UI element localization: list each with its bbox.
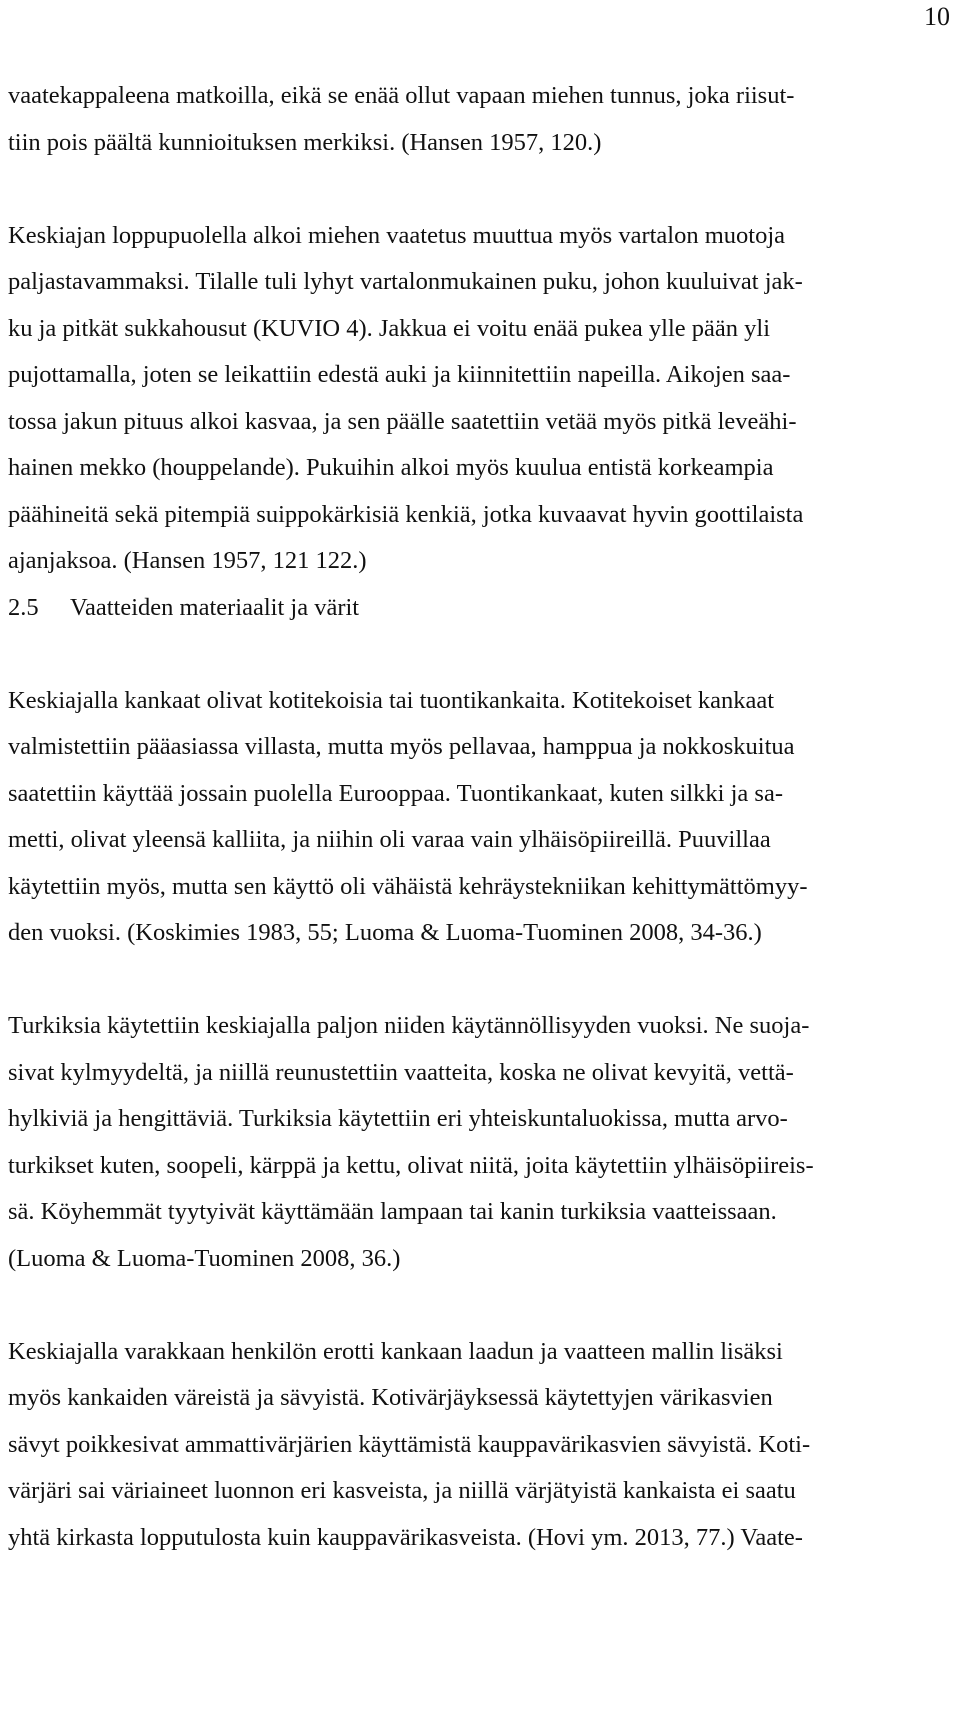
text-line: käytettiin myös, mutta sen käyttö oli vähäistä kehräystekniikan kehittymättömyy- [8,872,808,900]
text-line: den vuoksi. (Koskimies 1983, 55; Luoma & Luoma-Tuominen 2008, 34-36.) [8,919,762,946]
document-body [8,73,946,1561]
text-line: pujottamalla, joten se leikattiin edestä auki ja kiinnitettiin napeilla. Aikojen saa- [8,361,791,388]
text-line: Keskiajan loppupuolella alkoi miehen vaatetus muuttua myös vartalon muotoja [8,221,786,249]
text-line: hainen mekko (houppelande). Pukuihin alkoi myös kuulua entistä korkeampia [8,454,774,481]
text-line: valmistettiin pääasiassa villasta, mutta myös pellavaa, hamppua ja nokkoskuitua [8,733,795,760]
text-line: metti, olivat yleensä kalliita, ja niihin oli varaa vain ylhäisöpiireillä. Puuvillaa [8,826,771,853]
text-line: sävyt poikkesivat ammattivärjärien käyttämistä kauppavärikasvien sävyistä. Koti- [8,1430,811,1458]
text-line: Keskiajalla kankaat olivat kotitekoisia tai tuontikankaita. Kotitekoiset kankaat [8,686,775,714]
text-line: ku ja pitkät sukkahousut (KUVIO 4). Jakkua ei voitu enää pukea ylle pään yli [8,314,771,342]
text-line: myös kankaiden väreistä ja sävyistä. Kotivärjäyksessä käytettyjen värikasvien [8,1384,773,1411]
paragraph-3 [8,678,946,957]
section-number: 2.5 [8,593,39,621]
text-line: päähineitä sekä pitempiä suippokärkisiä kenkiä, jotka kuvaavat hyvin goottilaista [8,500,804,528]
page-number: 10 [924,2,950,31]
paragraph-2 [8,213,946,585]
text-line: (Luoma & Luoma-Tuominen 2008, 36.) [8,1244,401,1272]
text-line: yhtä kirkasta lopputulosta kuin kauppavärikasveista. (Hovi ym. 2013, 77.) Vaate- [8,1523,803,1551]
text-line: tiin pois päältä kunnioituksen merkiksi. (Hansen 1957, 120.) [8,128,602,156]
paragraph-4 [8,1003,946,1282]
paragraph-1 [8,73,946,166]
paragraph-5 [8,1329,946,1562]
text-line: ajanjaksoa. (Hansen 1957, 121 122.) [8,547,367,574]
text-line: hylkiviä ja hengittäviä. Turkiksia käytettiin eri yhteiskuntaluokissa, mutta arvo- [8,1105,788,1132]
text-line: sä. Köyhemmät tyytyivät käyttämään lampaan tai kanin turkiksia vaatteissaan. [8,1198,777,1225]
text-line: vaatekappaleena matkoilla, eikä se enää ollut vapaan miehen tunnus, joka riisut- [8,82,795,109]
text-line: saatettiin käyttää jossain puolella Eurooppaa. Tuontikankaat, kuten silkki ja sa- [8,779,783,807]
section-heading [8,585,946,632]
text-line: paljastavammaksi. Tilalle tuli lyhyt vartalonmukainen puku, johon kuuluivat jak- [8,268,803,295]
text-line: Keskiajalla varakkaan henkilön erotti kankaan laadun ja vaatteen mallin lisäksi [8,1337,783,1365]
text-line: värjäri sai väriaineet luonnon eri kasveista, ja niillä värjätyistä kankaista ei saatu [8,1477,796,1504]
text-line: tossa jakun pituus alkoi kasvaa, ja sen päälle saatettiin vetää myös pitkä leveähi- [8,407,797,435]
text-line: sivat kylmyydeltä, ja niillä reunustettiin vaatteita, koska ne olivat kevyitä, vettä- [8,1058,794,1086]
text-line: Turkiksia käytettiin keskiajalla paljon niiden käytännöllisyyden vuoksi. Ne suoja- [8,1012,810,1039]
text-line: turkikset kuten, soopeli, kärppä ja kettu, olivat niitä, joita käytettiin ylhäisöpiireis- [8,1151,814,1179]
section-title: Vaatteiden materiaalit ja värit [70,593,360,621]
